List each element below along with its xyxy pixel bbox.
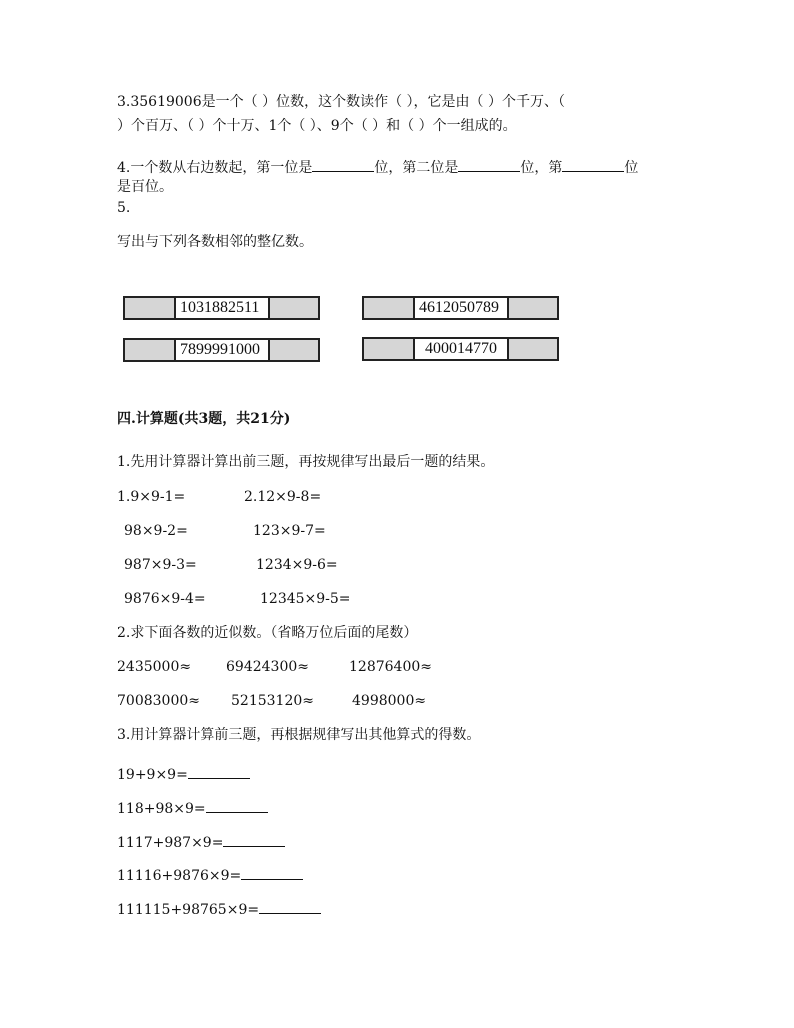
calc1-title: 1.先用计算器计算出前三题，再按规律写出最后一题的结果。 — [117, 454, 495, 470]
calc1-right-4: 12345×9-5= — [260, 591, 351, 607]
calc1-right-2: 123×9-7= — [253, 523, 326, 539]
answer-blank — [259, 898, 321, 914]
calc3-expression: 11116+9876×9= — [117, 868, 242, 884]
answer-cell-right — [270, 298, 318, 318]
calc1-right-3: 1234×9-6= — [256, 557, 338, 573]
section-heading: 四.计算题(共3题，共21分) — [117, 411, 291, 427]
calc2-item: 69424300≈ — [226, 659, 309, 675]
box-number: 4612050789 — [413, 298, 509, 318]
calc3-expression: 118+98×9= — [117, 801, 206, 817]
calc2-item: 4998000≈ — [352, 693, 427, 709]
calc3-expression: 1117+987×9= — [117, 835, 224, 851]
calc3-item — [117, 763, 250, 785]
answer-blank — [206, 797, 268, 813]
calc2-title: 2.求下面各数的近似数。（省略万位后面的尾数） — [117, 625, 418, 641]
neighbor-box-4 — [362, 337, 559, 361]
calc1-left-2: 98×9-2= — [124, 523, 188, 539]
q3-line-2: ）个百万、（ ）个十万、1个（ ）、9个（ ）和（ ）个一组成的。 — [117, 118, 517, 134]
answer-cell-right — [270, 340, 318, 360]
answer-blank — [241, 864, 303, 880]
q3-line-1: 3.35619006是一个（ ）位数，这个数读作（ ），它是由（ ）个千万、（ — [117, 94, 565, 110]
calc3-item — [117, 864, 303, 886]
calc2-item: 2435000≈ — [117, 659, 192, 675]
q4-blank-1 — [312, 156, 374, 172]
box-number: 400014770 — [413, 339, 509, 359]
q4-blank-2 — [458, 156, 520, 172]
q4-line-1 — [117, 156, 638, 178]
box-number: 7899991000 — [174, 340, 270, 360]
calc1-left-4: 9876×9-4= — [124, 591, 206, 607]
q5-number: 5. — [117, 200, 131, 216]
q4-text-4: 位 — [624, 160, 639, 176]
calc3-item — [117, 831, 285, 853]
calc2-item: 70083000≈ — [117, 693, 200, 709]
calc2-item: 52153120≈ — [231, 693, 314, 709]
answer-cell-left — [125, 298, 174, 318]
calc3-item — [117, 797, 268, 819]
box-number: 1031882511 — [174, 298, 270, 318]
neighbor-box-2 — [362, 296, 559, 320]
answer-cell-left — [364, 298, 413, 318]
calc1-left-3: 987×9-3= — [124, 557, 197, 573]
answer-cell-right — [509, 339, 557, 359]
calc3-expression: 19+9×9= — [117, 767, 188, 783]
answer-cell-left — [364, 339, 413, 359]
calc3-expression: 111115+98765×9= — [117, 902, 260, 918]
calc2-item: 12876400≈ — [349, 659, 432, 675]
neighbor-box-1 — [123, 296, 320, 320]
answer-blank — [188, 763, 250, 779]
q5-instruction: 写出与下列各数相邻的整亿数。 — [117, 234, 313, 250]
q4-text-3: 位，第 — [520, 160, 563, 176]
calc1-right-1: 2.12×9-8= — [244, 489, 322, 505]
answer-cell-left — [125, 340, 174, 360]
answer-blank — [223, 831, 285, 847]
calc3-title: 3.用计算器计算前三题，再根据规律写出其他算式的得数。 — [117, 727, 481, 743]
calc3-item — [117, 898, 321, 920]
calc1-left-1: 1.9×9-1= — [117, 489, 186, 505]
q4-blank-3 — [562, 156, 624, 172]
q4-text-1: 4.一个数从右边数起，第一位是 — [117, 160, 313, 176]
neighbor-box-3 — [123, 338, 320, 362]
q4-line-2: 是百位。 — [117, 179, 173, 195]
q4-text-2: 位，第二位是 — [374, 160, 459, 176]
answer-cell-right — [509, 298, 557, 318]
